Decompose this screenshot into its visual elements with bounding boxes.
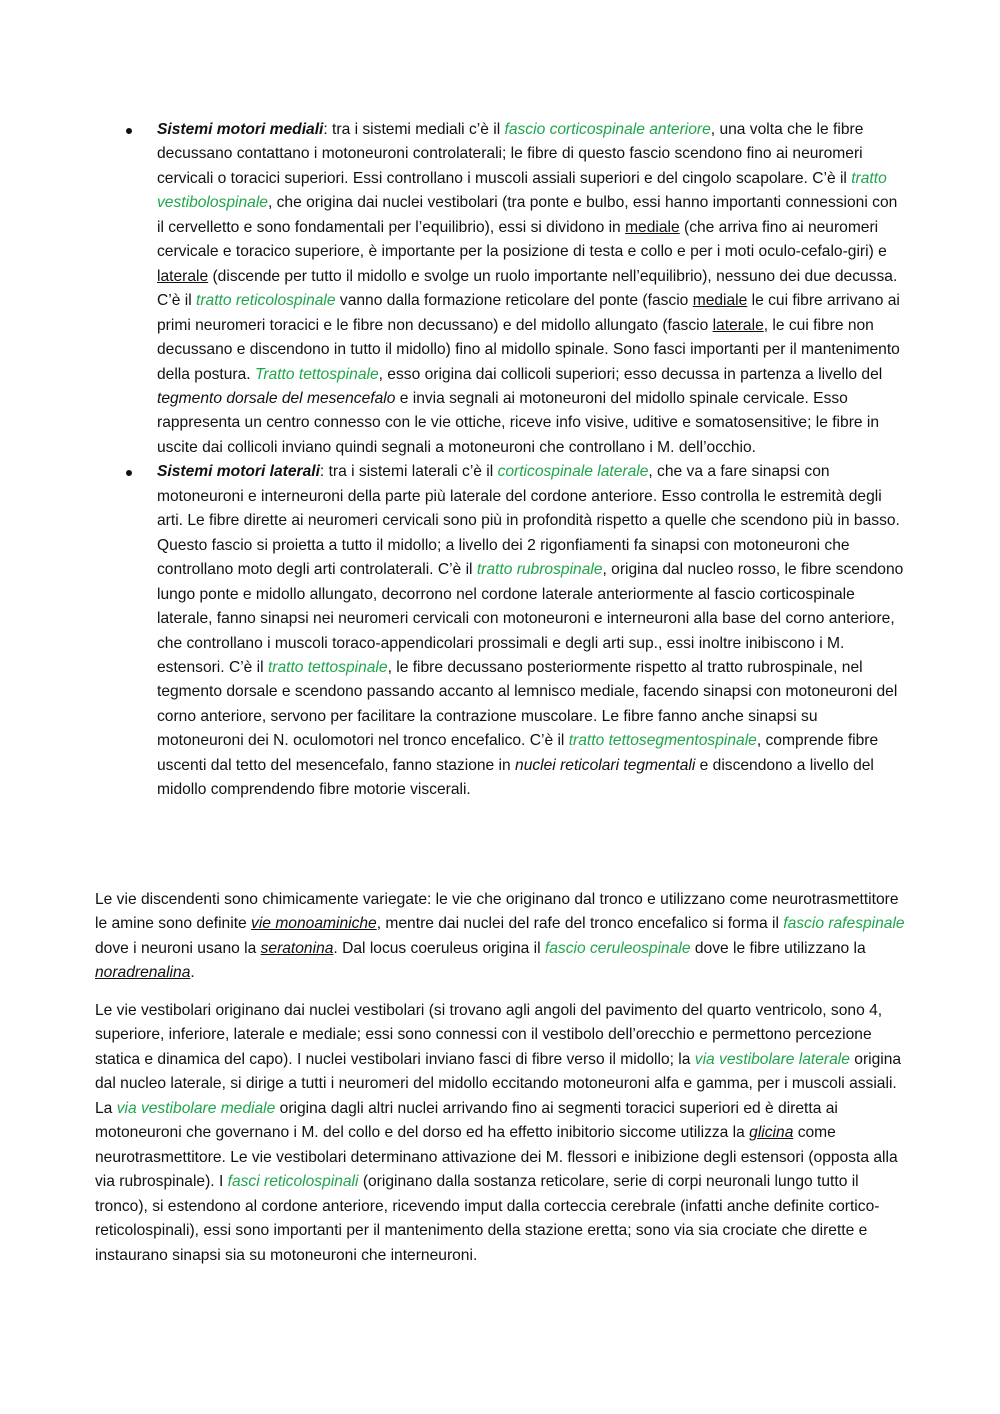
text-run: dove le fibre utilizzano la — [690, 939, 866, 957]
text-run: , che origina dai nuclei vestibolari (tra ponte e bulbo, essi hanno importanti connessioni con il cervelletto e sono fondamentali per l’equilibrio), essi si dividono in — [157, 194, 898, 236]
text-run: (che arriva fino ai neuromeri cervicale e toracico superiore, è importante per la posizione di testa e collo e per i moti oculo-cefalo-giri) e — [157, 218, 887, 261]
highlighted-term: via vestibolare laterale — [694, 1050, 850, 1068]
text-run: Le vie vestibolari originano dai nuclei vestibolari (si trovano agli angoli del pavimento del quarto ventricolo, sono 4, superiore, inferiore, laterale e mediale; essi sono connessi con il vestibolo dell’orecchio e permettono percezione statica e dinamica del capo). I nuclei vestibolari inviano fasci di fibre verso il midollo; la — [95, 1002, 883, 1068]
paragraph-vie-vestibolari — [95, 999, 907, 1268]
text-run: le cui fibre arrivano ai primi neuromeri toracici e le fibre non decussano) e del midollo allungato (fascio — [157, 292, 900, 334]
section-heading-inline: Sistemi motori mediali — [157, 121, 324, 138]
bullet-dot-icon — [126, 128, 132, 134]
highlighted-term: fasci reticolospinali — [227, 1173, 359, 1191]
highlighted-term: tratto reticolospinale — [196, 292, 336, 310]
bullet-item-sistemi-mediali — [157, 118, 907, 460]
bullet-text-sistemi-mediali — [157, 121, 900, 456]
highlighted-term: fascio corticospinale anteriore — [504, 121, 711, 138]
emphasized-text: laterale — [157, 267, 209, 285]
highlighted-term: fascio ceruleospinale — [544, 939, 691, 957]
bullet-text-sistemi-laterali — [157, 463, 903, 798]
emphasized-text: vie monoaminiche — [251, 915, 377, 933]
text-run: , mentre dai nuclei del rafe del tronco encefalico si forma il — [376, 915, 784, 933]
section-heading-inline: Sistemi motori laterali — [157, 463, 320, 481]
highlighted-term: tratto rubrospinale — [476, 561, 603, 579]
bullet-list — [157, 118, 907, 803]
bullet-item-sistemi-laterali — [157, 460, 907, 802]
text-run: : tra i sistemi mediali c’è il — [323, 121, 505, 138]
emphasized-text: noradrenalina — [95, 964, 191, 982]
emphasized-text: nuclei reticolari tegmentali — [515, 756, 696, 774]
text-run: origina dal nucleo laterale, si dirige a tutti i neuromeri del midollo eccitando motoneuroni alfa e gamma, per i muscoli assiali. La — [95, 1050, 902, 1117]
text-run: origina dagli altri nuclei arrivando fino ai segmenti toracici superiori ed è diretta ai motoneuroni che governano i M. del collo e del dorso ed ha effetto inibitorio siccome utilizza la — [95, 1099, 838, 1142]
emphasized-text: mediale — [625, 218, 680, 236]
text-run: Le vie discendenti sono chimicamente variegate: le vie che originano dal tronco e utilizzano come neurotrasmettitore le amine sono definite — [95, 891, 899, 933]
highlighted-term: fascio rafespinale — [783, 915, 905, 933]
text-run: , le fibre decussano posteriormente rispetto al tratto rubrospinale, nel tegmento dorsale e scendono passando accanto al lemnisco mediale, facendo sinapsi con motoneuroni del corno anteriore, servono per facilitare la contrazione muscolare. Le fibre fanno anche sinapsi su motoneuroni dei N. oculomotori nel tronco encefalico. C’è il — [157, 658, 898, 750]
text-run: , una volta che le fibre decussano contattano i motoneuroni controlaterali; le fibre di questo fascio scendono fino ai neuromeri cervicali o toracici superiori. Essi controllano i muscoli assiali superiori e del cingolo scapolare. C’è il — [157, 121, 864, 187]
emphasized-text: tegmento dorsale del mesencefalo — [157, 389, 396, 407]
text-run: . Dal locus coeruleus origina il — [333, 939, 545, 957]
highlighted-term: tratto vestibolospinale — [157, 169, 887, 212]
text-run: (discende per tutto il midollo e svolge un ruolo importante nell’equilibrio), nessuno dei due decussa. C’è il — [157, 267, 898, 310]
text-run: vanno dalla formazione reticolare del ponte (fascio — [335, 292, 693, 310]
text-run: : tra i sistemi laterali c’è il — [319, 463, 498, 481]
emphasized-text: glicina — [749, 1124, 794, 1142]
emphasized-text: laterale — [712, 316, 764, 334]
text-run: dove i neuroni usano la — [95, 939, 261, 957]
highlighted-term: tratto tettospinale — [267, 658, 388, 676]
highlighted-term: via vestibolare mediale — [116, 1099, 276, 1117]
text-run: e invia segnali ai motoneuroni del midollo spinale cervicale. Esso rappresenta un centro connesso con le vie ottiche, riceve info visive, uditive e somatosensitive; le fibre in uscite dai collicoli inviano quindi segnali a motoneuroni che controllano i M. dell’occhio. — [157, 389, 880, 456]
text-run: , origina dal nucleo rosso, le fibre scendono lungo ponte e midollo allungato, decorrono nel cordone laterale anteriormente al fascio corticospinale laterale, fanno sinapsi nei neuromeri cervicali con motoneuroni e interneuroni alla base del corno anteriore, che controllano i muscoli toraco-appendicolari prossimali e degli arti sup., essi inoltre inibiscono i M. estensori. C’è il — [157, 561, 904, 676]
text-run: come neurotrasmettitore. Le vie vestibolari determinano attivazione dei M. flessori e inibizione degli estensori (opposta alla via rubrospinale). I — [95, 1124, 898, 1191]
highlighted-term: tratto tettosegmentospinale — [568, 732, 757, 750]
highlighted-term: Tratto tettospinale — [254, 365, 379, 383]
text-run: e discendono a livello del midollo comprendendo fibre motorie viscerali. — [157, 756, 874, 799]
highlighted-term: corticospinale laterale — [497, 463, 649, 481]
text-run: , comprende fibre uscenti dal tetto del mesencefalo, fanno stazione in — [157, 732, 879, 774]
emphasized-text: mediale — [692, 292, 748, 310]
text-run: . — [190, 964, 195, 982]
paragraph-vie-discendenti — [95, 888, 907, 986]
text-run: , che va a fare sinapsi con motoneuroni e interneuroni della parte più laterale del cordone anteriore. Esso controlla le estremità degli arti. Le fibre dirette ai neuromeri cervicali sono più in profondità rispetto a quelle che scendono più in basso. Questo fascio si proietta a tutto il midollo; a livello dei 2 rigonfiamenti fa sinapsi con motoneuroni che controllano moto degli arti controlaterali. C’è il — [157, 463, 900, 579]
text-run: , esso origina dai collicoli superiori; esso decussa in partenza a livello del — [378, 365, 883, 383]
bullet-dot-icon — [126, 470, 132, 476]
emphasized-text: seratonina — [260, 939, 334, 957]
text-run: , le cui fibre non decussano e discendono in tutto il midollo) fino al midollo spinale. Sono fasci importanti per il mantenimento della postura. — [157, 316, 900, 383]
text-run: (originano dalla sostanza reticolare, serie di corpi neuronali lungo tutto il tronco), si estendono al cordone anteriore, ricevendo imput dalla corteccia cerebrale (infatti anche definite cortico-reticolospinali), essi sono importanti per il mantenimento della stazione eretta; sono via sia crociate che dirette e instaurano sinapsi sia su motoneuroni che interneuroni. — [95, 1173, 880, 1264]
